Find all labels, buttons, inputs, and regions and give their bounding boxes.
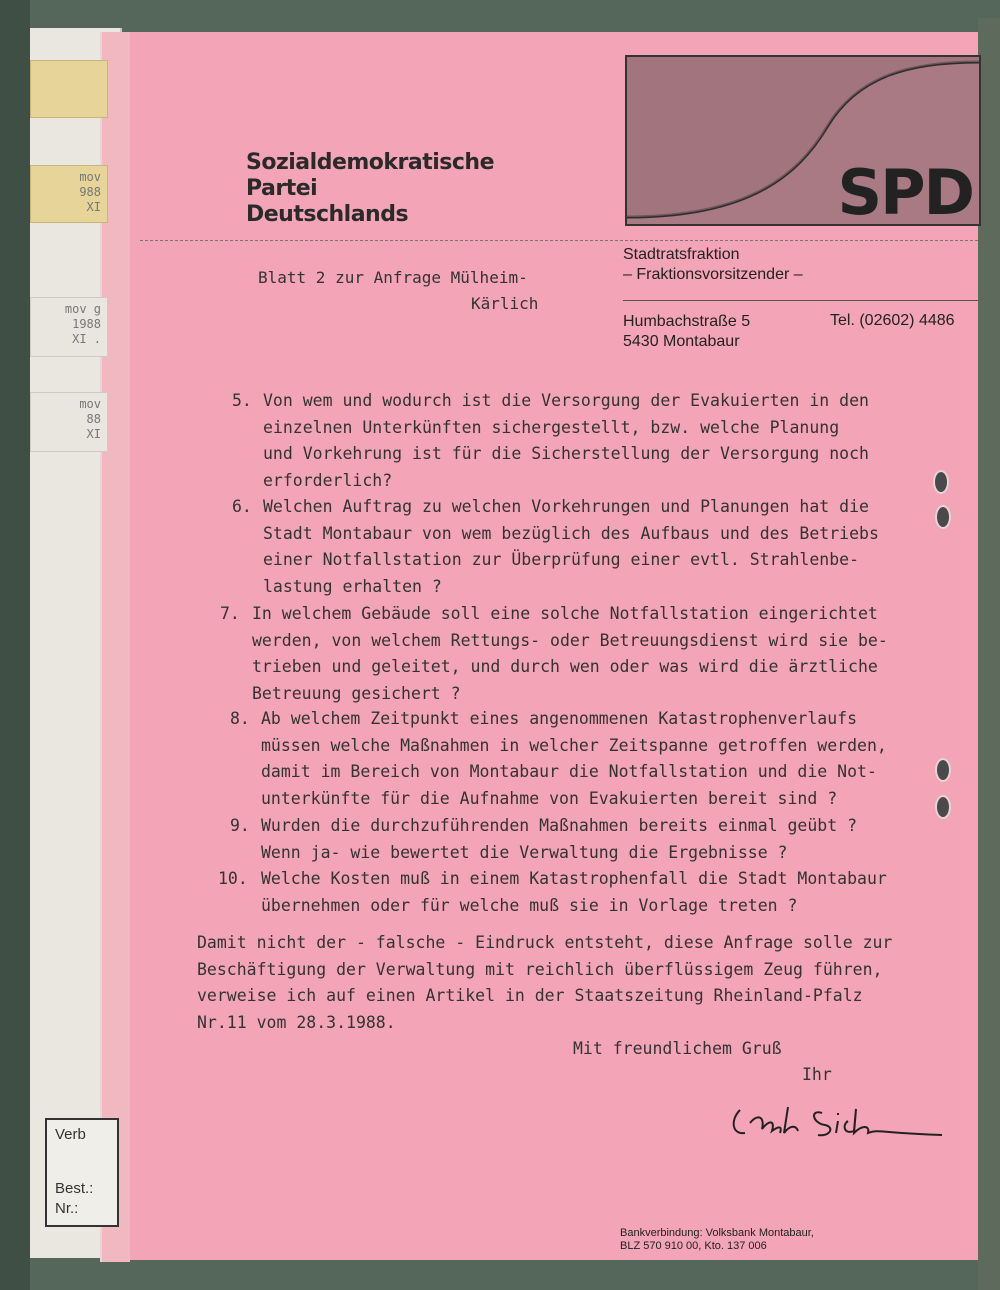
stamp-label-nr: Nr.: (55, 1200, 79, 1217)
spd-logo (625, 55, 981, 226)
tab-text: XI (86, 427, 101, 441)
question-text (263, 494, 879, 600)
text-line: Wurden die durchzuführenden Maßnahmen bereits einmal geübt ? (261, 816, 858, 835)
text-line: Nr.11 vom 28.3.1988. (197, 1012, 396, 1032)
binder-spine (0, 0, 30, 1290)
binder-tab-4[interactable] (30, 392, 108, 452)
office-title: Stadtratsfraktion (623, 246, 740, 263)
city-address: 5430 Montabaur (623, 333, 740, 350)
question-number: 6. (232, 497, 252, 516)
tab-text: mov (79, 397, 101, 411)
binder-tab-2[interactable] (30, 165, 108, 223)
punch-hole (935, 795, 951, 819)
street-address: Humbachstraße 5 (623, 313, 751, 330)
text-line: Welche Kosten muß in einem Katastrophenfall die Stadt Montabaur (261, 869, 887, 888)
punch-hole (935, 758, 951, 782)
text-line: erforderlich? (263, 470, 393, 490)
spd-logo-text: SPD (837, 156, 973, 226)
subject-line-1: Blatt 2 zur Anfrage Mülheim- (258, 268, 528, 287)
binder-tab-3[interactable] (30, 297, 108, 357)
text-line: Welchen Auftrag zu welchen Vorkehrungen und Planungen hat die (263, 497, 869, 516)
text-line: einer Notfallstation zur Überprüfung einer evtl. Strahlenbe- (263, 550, 860, 569)
text-line: einzelnen Unterkünften sichergestellt, bzw. welche Planung (263, 417, 840, 437)
text-line: Wenn ja- wie bewertet die Verwaltung die Ergebnisse ? (261, 842, 788, 862)
text-line: Stadt Montabaur von wem bezüglich des Aufbaus und des Betriebs (263, 523, 879, 543)
bank-line: BLZ 570 910 00, Kto. 137 006 (620, 1240, 767, 1252)
tab-text: 1988 (72, 317, 101, 331)
office-block (623, 245, 803, 285)
text-line: trieben und geleitet, und durch wen oder was wird die ärztliche (252, 657, 878, 676)
text-line: Von wem und wodurch ist die Versorgung der Evakuierten in den (263, 391, 869, 410)
tab-text: XI (86, 200, 101, 214)
text-line: lastung erhalten ? (263, 576, 442, 596)
bank-details (620, 1227, 814, 1253)
stamp-label-verb: Verb (55, 1126, 86, 1143)
closing-paragraph (197, 930, 892, 1036)
binder-right-edge (978, 18, 1000, 1290)
text-line: müssen welche Maßnahmen in welcher Zeitspanne getroffen werden, (261, 735, 887, 755)
party-name-block (246, 150, 494, 228)
question-number: 8. (230, 709, 250, 728)
question-text (261, 866, 887, 919)
text-line: Betreuung gesichert ? (252, 683, 461, 703)
binder-tab-1[interactable] (30, 60, 108, 118)
handwritten-signature (730, 1095, 960, 1145)
office-subtitle: – Fraktionsvorsitzender – (623, 266, 803, 283)
tab-text: 988 (79, 185, 101, 199)
stamp-label-best: Best.: (55, 1180, 94, 1197)
subject-line-2: Kärlich (471, 294, 539, 313)
question-number: 10. (218, 869, 248, 888)
tab-text: mov (79, 170, 101, 184)
text-line: unterkünfte für die Aufnahme von Evakuierten bereit sind ? (261, 788, 838, 808)
tab-text: 88 (86, 412, 101, 426)
party-name-line: Sozialdemokratische (246, 150, 495, 175)
question-number: 7. (220, 604, 240, 623)
question-text (252, 601, 888, 707)
party-name-line: Deutschlands (246, 202, 409, 227)
text-line: Beschäftigung der Verwaltung mit reichlich überflüssigem Zeug führen, (197, 959, 883, 979)
registry-stamp (45, 1118, 119, 1227)
greeting: Mit freundlichem Gruß (573, 1039, 782, 1058)
text-line: In welchem Gebäude soll eine solche Notfallstation eingerichtet (252, 604, 878, 623)
sign-off: Ihr (802, 1065, 832, 1084)
text-line: werden, von welchem Rettungs- oder Betreuungsdienst wird sie be- (252, 630, 888, 650)
letterhead-divider (140, 240, 978, 241)
phone-number: Tel. (02602) 4486 (830, 312, 955, 329)
address-divider (623, 300, 978, 301)
tab-text: mov g (64, 302, 101, 316)
tab-text: XI . (72, 332, 101, 346)
bank-line: Bankverbindung: Volksbank Montabaur, (620, 1227, 814, 1239)
text-line: damit im Bereich von Montabaur die Notfallstation und die Not- (261, 762, 877, 781)
text-line: Damit nicht der - falsche - Eindruck entsteht, diese Anfrage solle zur (197, 933, 893, 952)
party-name-line: Partei (246, 176, 318, 201)
text-line: übernehmen oder für welche muß sie in Vorlage treten ? (261, 895, 798, 915)
punch-hole (933, 470, 949, 494)
text-line: verweise ich auf einen Artikel in der Staatszeitung Rheinland-Pfalz (197, 986, 863, 1005)
question-text (261, 813, 857, 866)
question-number: 5. (232, 391, 252, 410)
question-number: 9. (230, 816, 250, 835)
punch-hole (935, 505, 951, 529)
text-line: Ab welchem Zeitpunkt eines angenommenen Katastrophenverlaufs (261, 709, 858, 728)
text-line: und Vorkehrung ist für die Sicherstellung der Versorgung noch (263, 444, 869, 463)
question-text (263, 388, 869, 494)
address-block (623, 312, 750, 352)
question-text (261, 706, 887, 812)
